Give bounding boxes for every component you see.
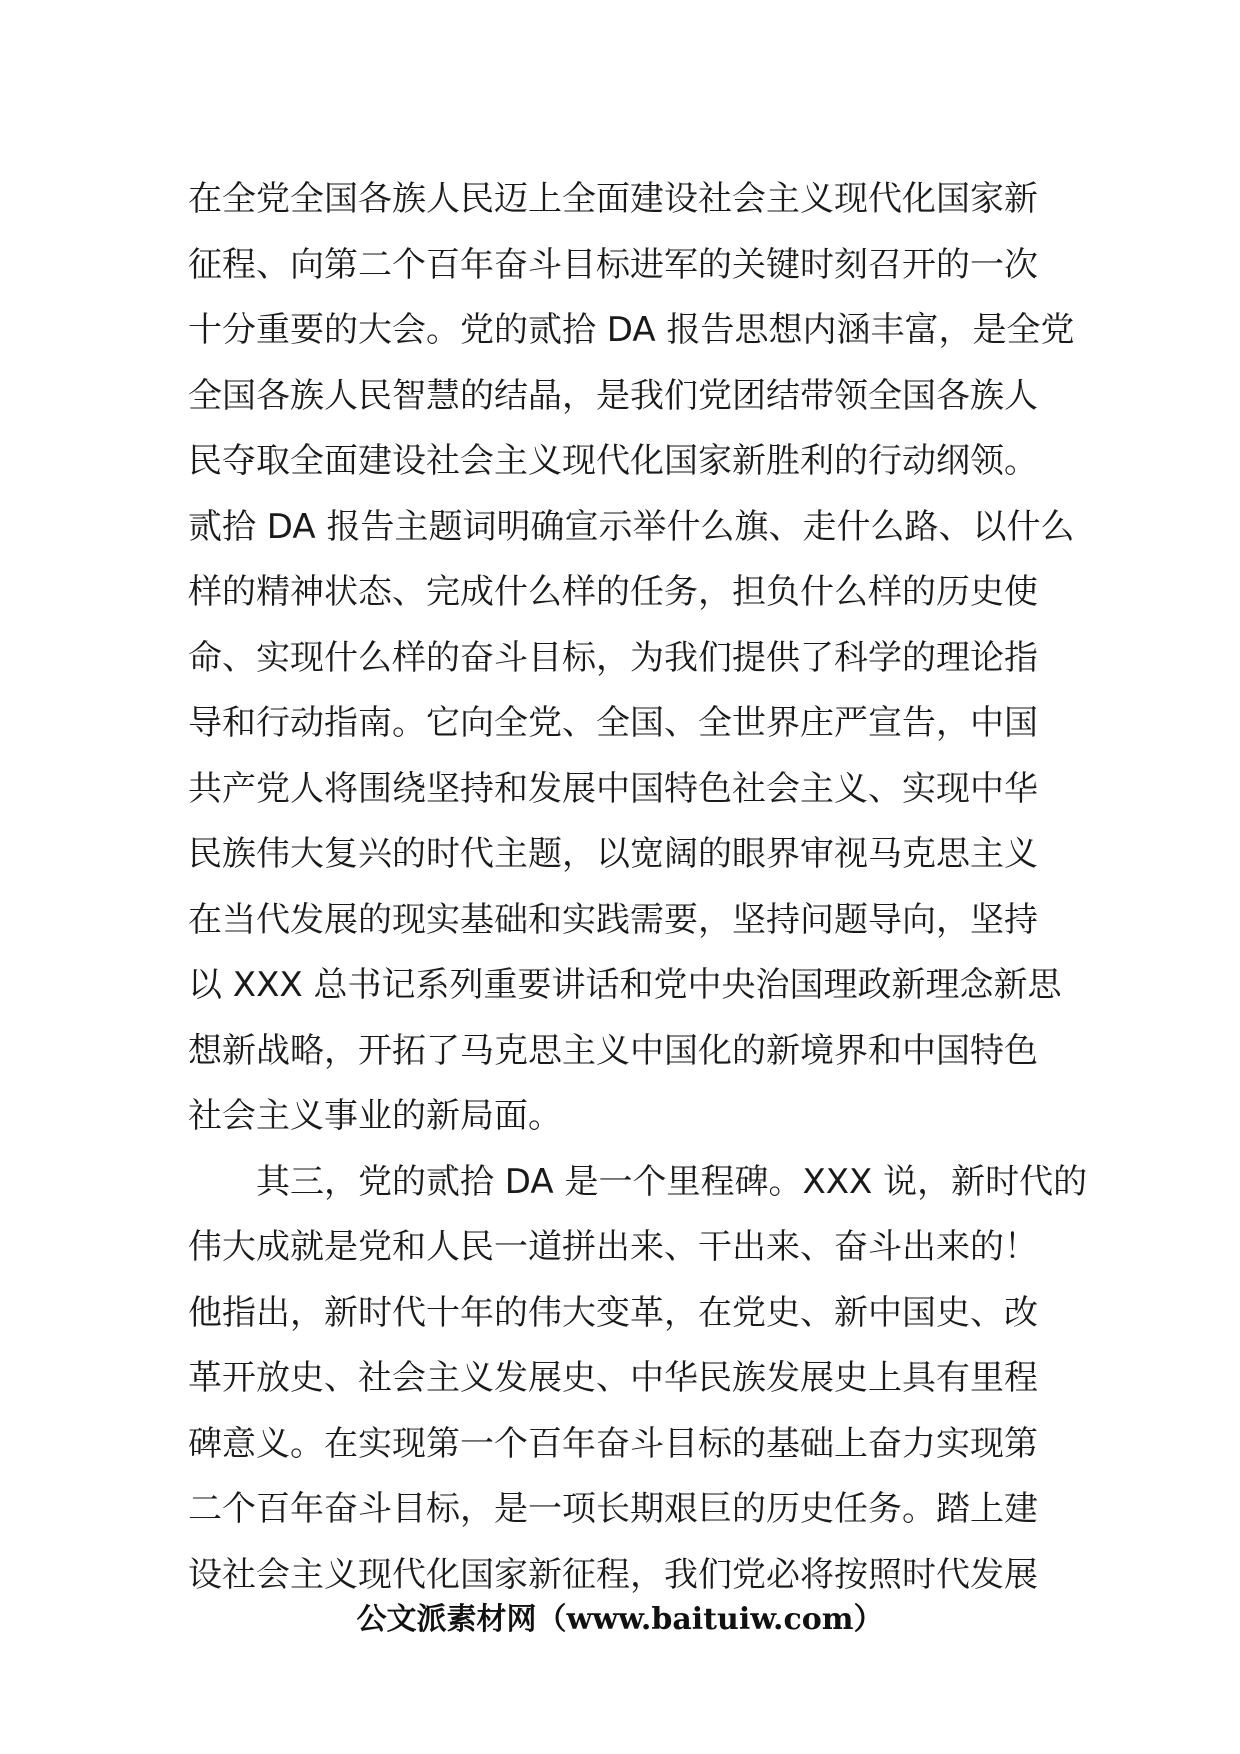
page-footer-watermark: 公文派素材网（www.baituiw.com） xyxy=(356,1602,884,1637)
text-line-11: 民族伟大复兴的时代主题，以宽阔的眼界审视马克思主义 xyxy=(188,834,1038,874)
text-line-18: 他指出，新时代十年的伟大变革，在党史、新中国史、改 xyxy=(188,1292,1038,1333)
text-line-8: 命、实现什么样的奋斗目标，为我们提供了科学的理论指 xyxy=(188,637,1038,678)
text-line-17: 伟大成就是党和人民一道拼出来、干出来、奋斗出来的！ xyxy=(188,1227,1038,1267)
text-line-12: 在当代发展的现实基础和实践需要，坚持问题导向，坚持 xyxy=(188,899,1038,940)
text-line-4: 全国各族人民智慧的结晶，是我们党团结带领全国各族人 xyxy=(188,375,1038,416)
text-line-1: 在全党全国各族人民迈上全面建设社会主义现代化国家新 xyxy=(188,179,1038,219)
text-line-19: 革开放史、社会主义发展史、中华民族发展史上具有里程 xyxy=(188,1358,1038,1398)
text-line-10: 共产党人将围绕坚持和发展中国特色社会主义、实现中华 xyxy=(188,768,1038,809)
text-line-3: 十分重要的大会。党的贰拾 DA 报告思想内涵丰富，是全党 xyxy=(188,310,1075,350)
text-line-20: 碑意义。在实现第一个百年奋斗目标的基础上奋力实现第 xyxy=(188,1423,1038,1464)
text-line-5: 民夺取全面建设社会主义现代化国家新胜利的行动纲领。 xyxy=(188,441,1038,481)
text-line-6: 贰拾 DA 报告主题词明确宣示举什么旗、走什么路、以什么 xyxy=(188,506,1075,547)
text-line-2: 征程、向第二个百年奋斗目标进军的关键时刻召开的一次 xyxy=(188,244,1038,285)
text-line-7: 样的精神状态、完成什么样的任务，担负什么样的历史使 xyxy=(188,572,1038,612)
text-line-21: 二个百年奋斗目标，是一项长期艰巨的历史任务。踏上建 xyxy=(188,1489,1038,1529)
text-line-15: 社会主义事业的新局面。 xyxy=(188,1096,562,1136)
text-line-14: 想新战略，开拓了马克思主义中国化的新境界和中国特色 xyxy=(188,1030,1038,1071)
document-body xyxy=(188,167,1088,1608)
text-line-22: 设社会主义现代化国家新征程，我们党必将按照时代发展 xyxy=(188,1554,1038,1595)
text-line-16: 其三，党的贰拾 DA 是一个里程碑。XXX 说，新时代的 xyxy=(256,1161,1088,1202)
text-line-9: 导和行动指南。它向全党、全国、全世界庄严宣告，中国 xyxy=(188,703,1038,743)
text-line-13: 以 XXX 总书记系列重要讲话和党中央治国理政新理念新思 xyxy=(188,965,1062,1005)
